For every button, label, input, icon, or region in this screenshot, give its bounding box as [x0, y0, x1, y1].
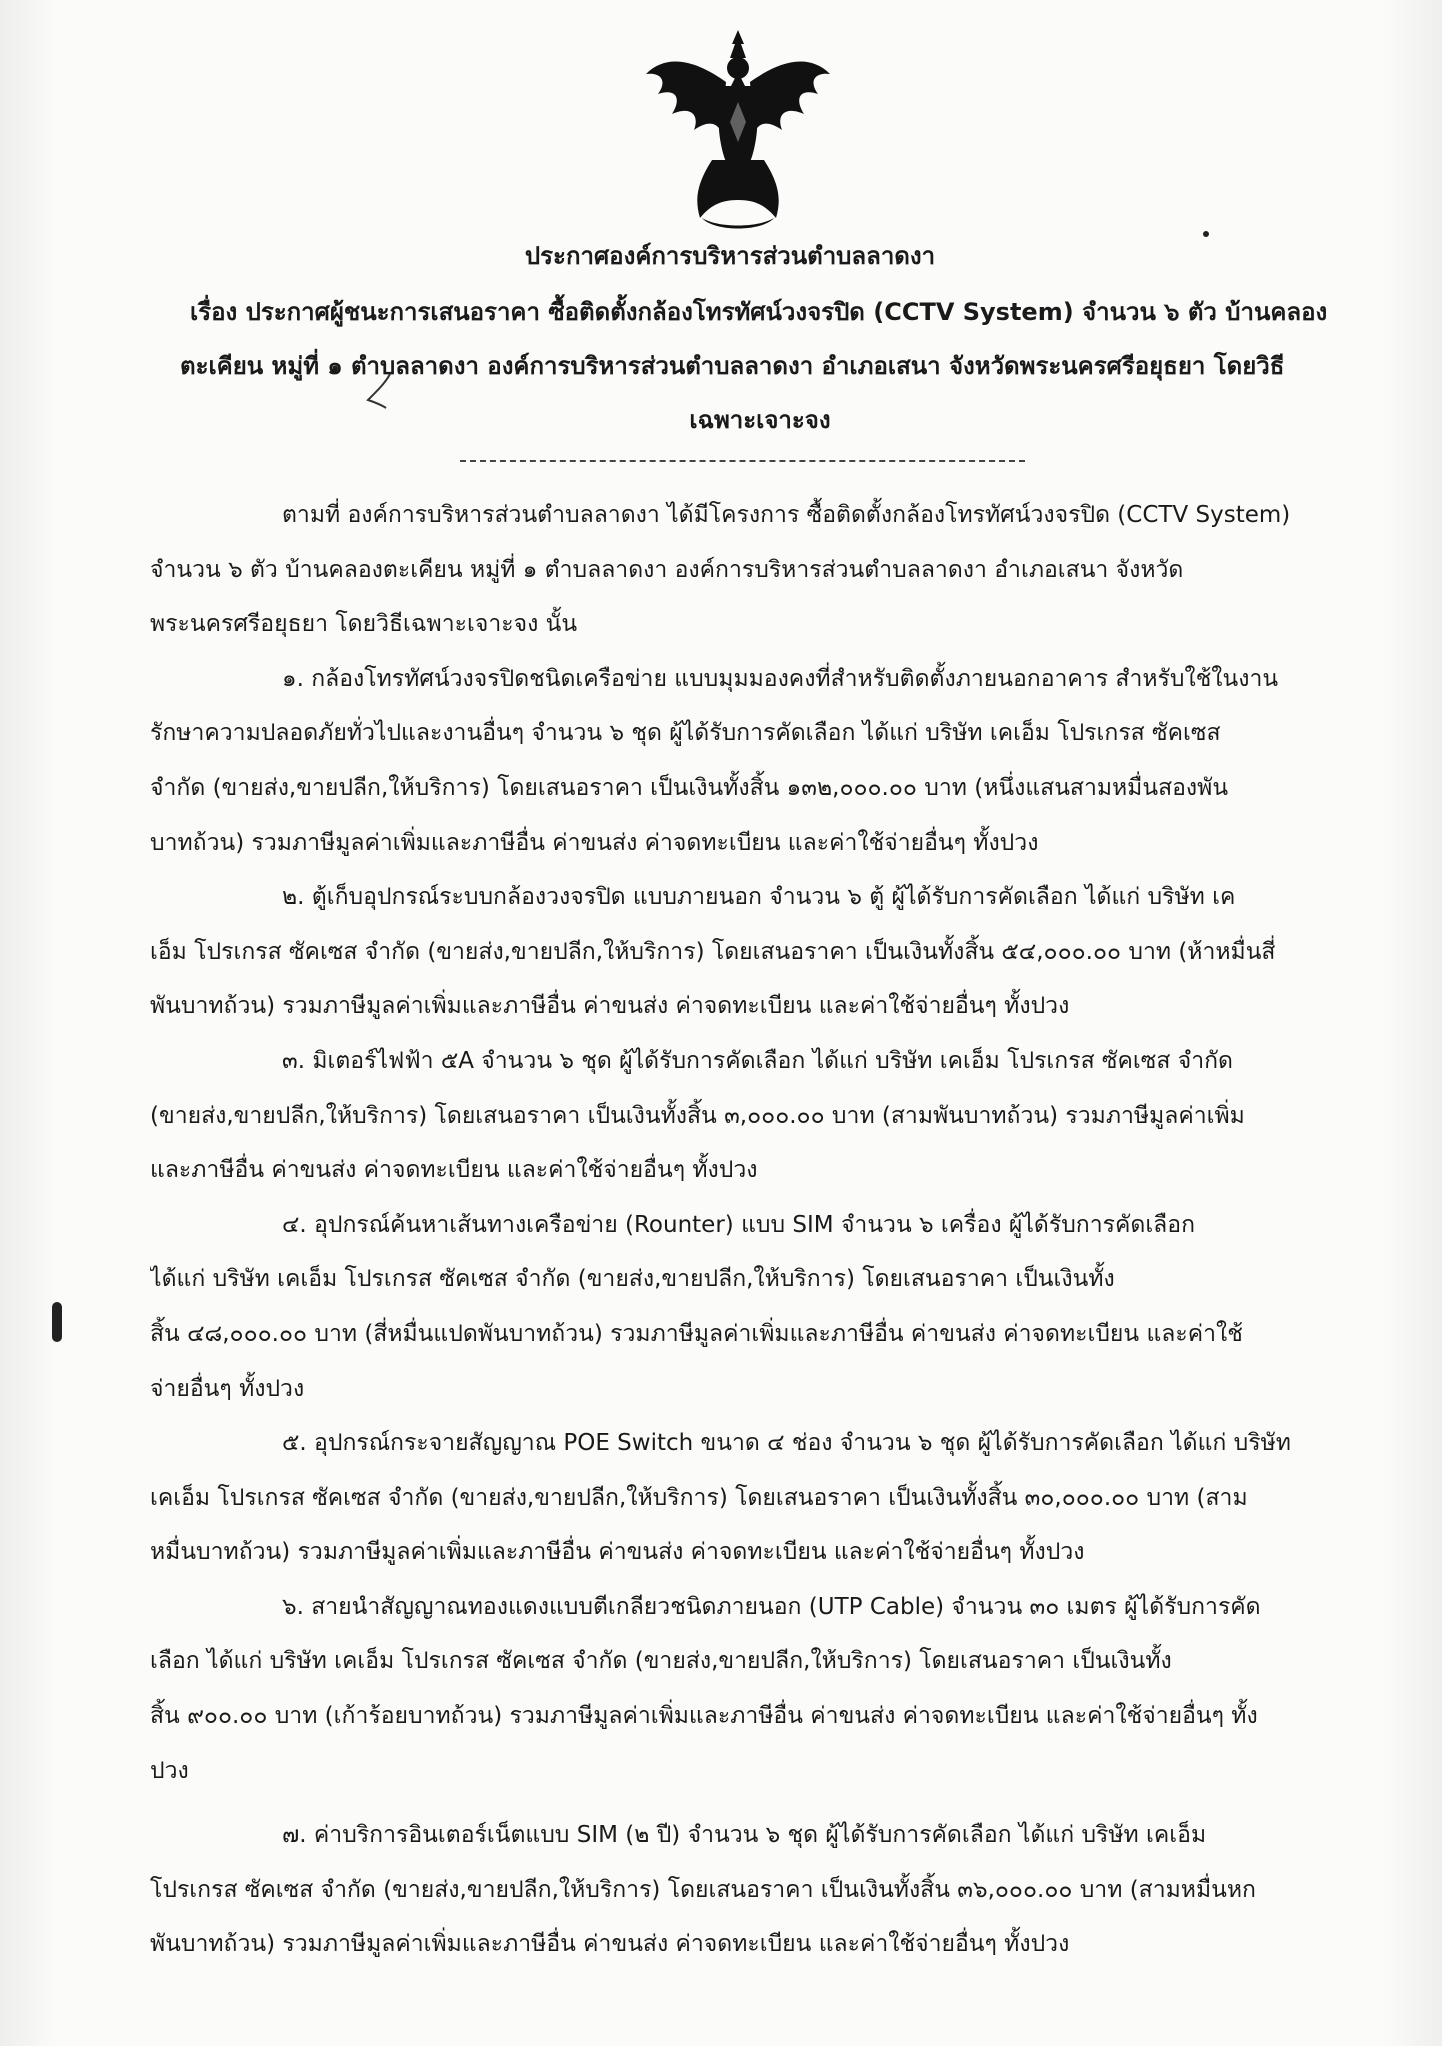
item-2	[150, 870, 1350, 1034]
garuda-emblem-icon	[638, 22, 838, 232]
subject-line-1: เรื่อง ประกาศผู้ชนะการเสนอราคา ซื้อติดตั้งกล้องโทรทัศน์วงจรปิด (CCTV System) จำนวน ๖ ตัว บ้านคลอง	[190, 298, 1328, 326]
item-6	[150, 1580, 1350, 1798]
item-line: หมื่นบาทถ้วน) รวมภาษีมูลค่าเพิ่มและภาษีอื่น ค่าขนส่ง ค่าจดทะเบียน และค่าใช้จ่ายอื่นๆ ทั้งปวง	[150, 1539, 1085, 1566]
item-5	[150, 1416, 1350, 1580]
item-7	[150, 1808, 1350, 1972]
item-line: จำกัด (ขายส่ง,ขายปลีก,ให้บริการ) โดยเสนอราคา เป็นเงินทั้งสิ้น ๑๓๒,๐๐๐.๐๐ บาท (หนึ่งแสนสามหมื่นสองพัน	[150, 774, 1229, 801]
item-line: โปรเกรส ซัคเซส จำกัด (ขายส่ง,ขายปลีก,ให้บริการ) โดยเสนอราคา เป็นเงินทั้งสิ้น ๓๖,๐๐๐.๐๐ บาท (สามหมื่นหก	[150, 1876, 1256, 1903]
item-line: บาทถ้วน) รวมภาษีมูลค่าเพิ่มและภาษีอื่น ค่าขนส่ง ค่าจดทะเบียน และค่าใช้จ่ายอื่นๆ ทั้งปวง	[150, 829, 1039, 856]
item-3	[150, 1034, 1350, 1198]
item-line: ๒. ตู้เก็บอุปกรณ์ระบบกล้องวงจรปิด แบบภายนอก จำนวน ๖ ตู้ ผู้ได้รับการคัดเลือก ได้แก่ บริษัท เค	[282, 884, 1236, 911]
intro-line: จำนวน ๖ ตัว บ้านคลองตะเคียน หมู่ที่ ๑ ตำบลลาดงา องค์การบริหารส่วนตำบลลาดงา อำเภอเสนา จังหวัด	[150, 556, 1184, 583]
subject-line-2: ตะเคียน หมู่ที่ ๑ ตำบลลาดงา องค์การบริหารส่วนตำบลลาดงา อำเภอเสนา จังหวัดพระนครศรีอยุธยา โดยวิธี	[180, 352, 1285, 380]
pen-stroke-mark	[360, 370, 400, 410]
item-line: ๓. มิเตอร์ไฟฟ้า ๕A จำนวน ๖ ชุด ผู้ได้รับการคัดเลือก ได้แก่ บริษัท เคเอ็ม โปรเกรส ซัคเซส จำกัด	[282, 1047, 1233, 1074]
binder-hole-mark	[52, 1302, 62, 1342]
item-line: รักษาความปลอดภัยทั่วไปและงานอื่นๆ จำนวน ๖ ชุด ผู้ได้รับการคัดเลือก ได้แก่ บริษัท เคเอ็ม โปรเกรส ซัคเซส	[150, 720, 1221, 747]
item-line: ๗. ค่าบริการอินเตอร์เน็ตแบบ SIM (๒ ปี) จำนวน ๖ ชุด ผู้ได้รับการคัดเลือก ได้แก่ บริษัท เคเอ็ม	[282, 1822, 1207, 1849]
item-line: (ขายส่ง,ขายปลีก,ให้บริการ) โดยเสนอราคา เป็นเงินทั้งสิ้น ๓,๐๐๐.๐๐ บาท (สามพันบาทถ้วน) รวมภาษีมูลค่าเพิ่ม	[150, 1102, 1245, 1129]
item-line: จ่ายอื่นๆ ทั้งปวง	[150, 1375, 305, 1402]
item-line: สิ้น ๔๘,๐๐๐.๐๐ บาท (สี่หมื่นแปดพันบาทถ้วน) รวมภาษีมูลค่าเพิ่มและภาษีอื่น ค่าขนส่ง ค่าจดทะเบียน และค่าใช้	[150, 1320, 1243, 1347]
item-line: ๑. กล้องโทรทัศน์วงจรปิดชนิดเครือข่าย แบบมุมมองคงที่สำหรับติดตั้งภายนอกอาคาร สำหรับใช้ในงาน	[282, 665, 1279, 692]
announcement-body	[150, 488, 1350, 1972]
item-line: ๖. สายนำสัญญาณทองแดงแบบตีเกลียวชนิดภายนอก (UTP Cable) จำนวน ๓๐ เมตร ผู้ได้รับการคัด	[282, 1593, 1261, 1620]
announcement-subject	[150, 285, 1390, 447]
subject-line-3: เฉพาะเจาะจง	[689, 406, 831, 434]
item-line: สิ้น ๙๐๐.๐๐ บาท (เก้าร้อยบาทถ้วน) รวมภาษีมูลค่าเพิ่มและภาษีอื่น ค่าขนส่ง ค่าจดทะเบียน และค่าใช้จ่ายอื่นๆ ทั้ง	[150, 1703, 1258, 1730]
item-line: ปวง	[150, 1757, 189, 1784]
intro-line: พระนครศรีอยุธยา โดยวิธีเฉพาะเจาะจง นั้น	[150, 611, 578, 638]
item-line: เคเอ็ม โปรเกรส ซัคเซส จำกัด (ขายส่ง,ขายปลีก,ให้บริการ) โดยเสนอราคา เป็นเงินทั้งสิ้น ๓๐,๐๐๐.๐๐ บาท (สาม	[150, 1484, 1248, 1511]
intro-line: ตามที่ องค์การบริหารส่วนตำบลลาดงา ได้มีโครงการ ซื้อติดตั้งกล้องโทรทัศน์วงจรปิด (CCTV System)	[282, 502, 1291, 528]
item-line: เลือก ได้แก่ บริษัท เคเอ็ม โปรเกรส ซัคเซส จำกัด (ขายส่ง,ขายปลีก,ให้บริการ) โดยเสนอราคา เป็นเงินทั้ง	[150, 1648, 1172, 1675]
announcement-title: ประกาศองค์การบริหารส่วนตำบลลาดงา	[524, 242, 936, 270]
item-line: พันบาทถ้วน) รวมภาษีมูลค่าเพิ่มและภาษีอื่น ค่าขนส่ง ค่าจดทะเบียน และค่าใช้จ่ายอื่นๆ ทั้งปวง	[150, 1931, 1070, 1958]
item-4	[150, 1198, 1350, 1416]
title-divider	[460, 460, 1025, 462]
intro-paragraph	[150, 488, 1350, 652]
ink-dot	[1203, 231, 1209, 237]
item-line: และภาษีอื่น ค่าขนส่ง ค่าจดทะเบียน และค่าใช้จ่ายอื่นๆ ทั้งปวง	[150, 1157, 758, 1184]
item-1	[150, 652, 1350, 870]
item-line: ๕. อุปกรณ์กระจายสัญญาณ POE Switch ขนาด ๔ ช่อง จำนวน ๖ ชุด ผู้ได้รับการคัดเลือก ได้แก่ บริษัท	[282, 1430, 1291, 1457]
item-line: ๔. อุปกรณ์ค้นหาเส้นทางเครือข่าย (Rounter) แบบ SIM จำนวน ๖ เครื่อง ผู้ได้รับการคัดเลือก	[282, 1211, 1196, 1238]
item-line: เอ็ม โปรเกรส ซัคเซส จำกัด (ขายส่ง,ขายปลีก,ให้บริการ) โดยเสนอราคา เป็นเงินทั้งสิ้น ๕๔,๐๐๐.๐๐ บาท (ห้าหมื่นสี่	[150, 938, 1276, 965]
item-line: ได้แก่ บริษัท เคเอ็ม โปรเกรส ซัคเซส จำกัด (ขายส่ง,ขายปลีก,ให้บริการ) โดยเสนอราคา เป็นเงินทั้ง	[150, 1266, 1115, 1293]
item-line: พันบาทถ้วน) รวมภาษีมูลค่าเพิ่มและภาษีอื่น ค่าขนส่ง ค่าจดทะเบียน และค่าใช้จ่ายอื่นๆ ทั้งปวง	[150, 993, 1070, 1020]
paragraph-gap	[150, 1798, 1350, 1808]
